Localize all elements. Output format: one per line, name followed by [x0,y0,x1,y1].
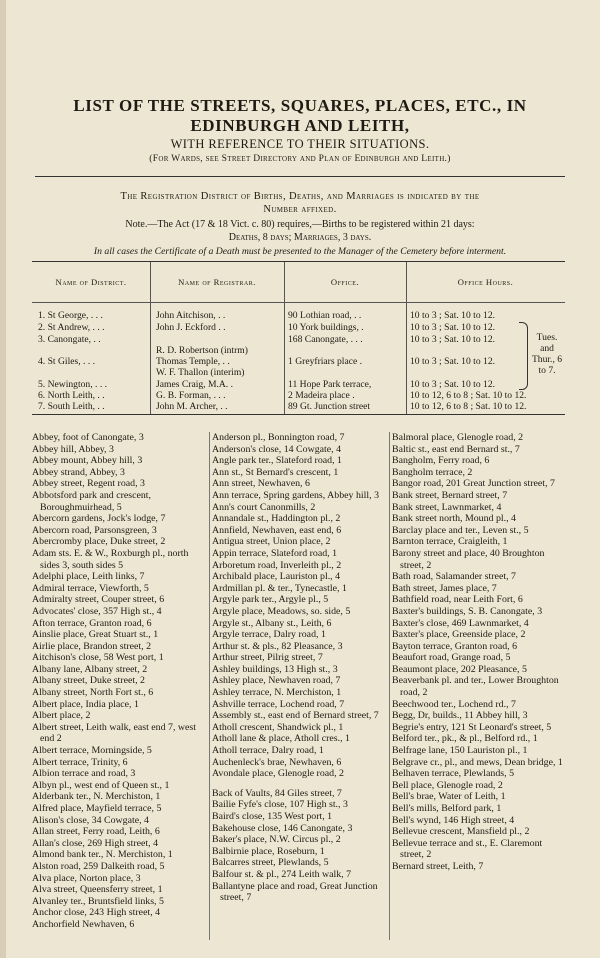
street-entry: Balbirnie place, Roseburn, 1 [212,845,325,857]
street-entry: Albany street, North Fort st., 6 [32,687,154,699]
street-entry: Ashville terrace, Lochend road, 7 [212,698,345,710]
act-note-line-1: Note.—The Act (17 & 18 Vict. c. 80) requires,—Births to be registered within 21 days: [125,219,475,230]
row-hours: 10 to 3 ; Sat. 10 to 12. [410,334,496,345]
street-entry: Assembly st., east end of Bernard street, 7 [212,710,379,722]
street-entry: Bathfield road, near Leith Fort, 6 [392,594,523,606]
street-entry: Begrie's entry, 121 St Leonard's street, 5 [392,721,552,733]
street-entry: Bangor road, 201 Great Junction street, 7 [392,478,555,490]
street-entry: Balmoral place, Glenogle road, 2 [392,432,524,443]
street-entry: Beaufort road, Grange road, 5 [392,652,511,664]
registrar-table [32,261,565,415]
row-registrar: James Craig, M.A. . [156,379,234,390]
street-entry: Annfield, Newhaven, east end, 6 [212,524,342,536]
street-entry: Anderson's close, 14 Cowgate, 4 [212,443,342,455]
street-entry: Admiral terrace, Viewforth, 5 [32,582,149,594]
row-office: 1 Greyfriars place . [288,356,363,367]
street-entry: Ashley terrace, N. Merchiston, 1 [212,687,342,699]
street-entry: Barony street and place, 40 Broughton street, 2 [392,547,545,571]
street-entry: Anchor close, 243 High street, 4 [32,907,161,919]
street-entry: Bell's wynd, 146 High street, 4 [392,814,515,826]
street-entry: Ashley place, Newhaven road, 7 [212,675,341,687]
street-entry: Avondale place, Glenogle road, 2 [212,768,344,780]
registration-line-1: The Registration District of Births, Deaths, and Marriages is indicated by the [120,191,480,202]
certificate-note: In all cases the Certificate of a Death must be presented to the Manager of the Cemetery before interment. [93,246,507,257]
street-entry: Bell place, Glenogle road, 2 [392,779,503,791]
street-entry: Adelphi place, Leith links, 7 [32,571,145,583]
street-entry: Balcarres street, Plewlands, 5 [212,857,329,869]
street-entry: Barnton terrace, Craigleith, 1 [392,536,508,548]
street-entry: Alston road, 259 Dalkeith road, 5 [32,860,165,872]
street-entry: Albert terrace, Trinity, 6 [32,756,128,768]
street-entry: Anchorfield Newhaven, 6 [32,918,135,930]
divider [35,176,565,177]
header-office: Office. [330,277,360,287]
row-office: 89 Gt. Junction street [288,401,371,412]
column-separator [209,432,210,940]
street-entry: Archibald place, Lauriston pl., 4 [212,571,341,583]
street-entry: Bakehouse close, 146 Canongate, 3 [212,822,353,834]
row-registrar: John Aitchison, . . [156,310,226,321]
section-gap [212,780,390,788]
hours-bracket-note: Tues. and Thur., 6 to 7. [531,332,563,376]
street-entry: Bell's brae, Water of Leith, 1 [392,791,506,803]
street-entry: Argyle st., Albany st., Leith, 6 [212,617,332,629]
street-entry: Advocates' close, 357 High st., 4 [32,605,162,617]
street-entry: Abbotsford park and crescent, Boroughmuirhead, 5 [32,489,152,513]
row-district: 7. South Leith, . . [38,401,105,412]
page-edge-shadow [0,0,6,958]
row-district: 3. Canongate, . . [38,334,101,345]
street-entry: Abercorn road, Parsonsgreen, 3 [32,524,157,536]
act-note-line-2: Deaths, 8 days; Marriages, 3 days. [228,231,372,243]
reference-note: (For Wards, see Street Directory and Plan of Edinburgh and Leith.) [149,154,451,164]
street-entry: Abbey, foot of Canongate, 3 [32,432,144,443]
row-district: 5. Newington, . . . [38,379,108,390]
street-entry: Ann terrace, Spring gardens, Abbey hill, 3 [212,489,380,501]
street-entry: Argyle place, Meadows, so. side, 5 [212,605,351,617]
street-entry: Angle park ter., Slateford road, 1 [212,455,342,467]
row-registrar: Thomas Temple, . . [156,356,230,367]
street-entry: Bank street north, Mound pl., 4 [392,513,516,525]
street-entry: Allan street, Ferry road, Leith, 6 [32,826,160,838]
street-entry: Alvanley ter., Bruntsfield links, 5 [32,895,164,907]
street-entry: Afton terrace, Granton road, 6 [32,617,152,629]
street-entry: Abbey street, Regent road, 3 [32,478,145,490]
subtitle: WITH REFERENCE TO THEIR SITUATIONS. [170,137,430,151]
street-entry: Beaverbank pl. and ter., Lower Broughton road, 2 [392,675,559,699]
row-district: 4. St Giles, . . . [38,356,96,367]
street-column-2 [212,432,390,904]
street-entry: Argyle terrace, Dalry road, 1 [212,629,326,641]
street-entry: Alderbank ter., N. Merchiston, 1 [32,791,161,803]
street-entry: Ainslie place, Great Stuart st., 1 [32,629,159,641]
street-entry: Baxter's place, Greenside place, 2 [392,629,526,641]
street-entry: Abbey hill, Abbey, 3 [32,443,114,455]
row-registrar: John M. Archer, . . [156,401,228,412]
street-entry: Ardmillan pl. & ter., Tynecastle, 1 [212,582,347,594]
street-entry: Bank street, Bernard street, 7 [392,489,508,501]
hours-brace [519,322,528,390]
street-entry: Alfred place, Mayfield terrace, 5 [32,803,162,814]
row-registrar: R. D. Robertson (intrm) [156,345,248,356]
street-entry: Almond bank ter., N. Merchiston, 1 [32,849,173,861]
street-entry: Allan's close, 269 High street, 4 [32,837,159,849]
street-entry: Albert terrace, Morningside, 5 [32,745,152,757]
row-district: 6. North Leith, . . [38,390,105,401]
row-district: 1. St George, . . . [38,310,103,321]
street-entry: Baird's close, 135 West port, 1 [212,811,333,822]
street-entry: Annandale st., Haddington pl., 2 [212,513,341,525]
street-entry: Bayton terrace, Granton road, 6 [392,640,518,652]
act-note [32,219,568,244]
street-entry: Alva street, Queensferry street, 1 [32,884,163,896]
street-entry: Arboretum road, Inverleith pl., 2 [212,559,342,571]
street-entry: Albany lane, Albany street, 2 [32,663,148,675]
street-entry: Baker's place, N.W. Circus pl., 2 [212,834,341,846]
row-registrar: John J. Eckford . . [156,322,226,333]
title-line-2: EDINBURGH AND LEITH, [190,116,410,135]
street-column-1 [32,432,208,931]
street-entry: Ashley buildings, 13 High st., 3 [212,663,338,675]
street-entry: Beechwood ter., Lochend rd., 7 [392,698,516,710]
street-entry: Auchenleck's brae, Newhaven, 6 [212,756,342,768]
street-entry: Atholl crescent, Shandwick pl., 1 [212,721,344,733]
street-entry: Bank street, Lawnmarket, 4 [392,501,502,513]
row-hours: 10 to 3 ; Sat. 10 to 12. [410,379,496,390]
street-entry: Bangholm terrace, 2 [392,466,473,478]
street-entry: Albyn pl., west end of Queen st., 1 [32,779,170,791]
street-entry: Belgrave cr., pl., and mews, Dean bridge, 1 [392,756,563,768]
street-entry: Bernard street, Leith, 7 [392,860,484,872]
street-entry: Begg, Dr, builds., 11 Abbey hill, 3 [392,710,528,722]
street-entry: Ann street, Newhaven, 6 [212,478,310,490]
street-entry: Bellevue terrace and st., E. Claremont street, 2 [392,837,543,861]
row-hours: 10 to 3 ; Sat. 10 to 12. [410,322,496,333]
street-entry: Anderson pl., Bonnington road, 7 [212,432,345,443]
registration-line-2: Number affixed. [263,204,337,215]
row-registrar: G. B. Forman, . . . [156,390,226,401]
row-registrar-interim: W. F. Thallon (interim) [156,367,245,378]
row-office: 10 York buildings, . [288,322,364,333]
row-district: 2. St Andrew, . . . [38,322,105,333]
row-office: 90 Lothian road, . . [288,310,362,321]
row-office: 11 Hope Park terrace, [288,379,372,390]
street-entry: Aitchison's close, 58 West port, 1 [32,652,164,664]
street-entry: Appin terrace, Slateford road, 1 [212,547,338,559]
street-entry: Bailie Fyfe's close, 107 High st., 3 [212,799,348,811]
street-entry: Bellevue crescent, Mansfield pl., 2 [392,826,530,838]
street-entry: Beaumont place, 202 Pleasance, 5 [392,663,527,675]
street-entry: Belford ter., pk., & pl., Belford rd., 1 [392,733,538,745]
street-entry: Albert place, India place, 1 [32,698,139,710]
street-entry: Argyle park ter., Argyle pl., 5 [212,594,329,606]
header-district: Name of District. [55,277,127,287]
row-hours: 10 to 3 ; Sat. 10 to 12. [410,310,496,321]
street-entry: Belhaven terrace, Plewlands, 5 [392,768,515,780]
row-office: 2 Madeira place . [288,390,355,401]
row-hours: 10 to 12, 6 to 8 ; Sat. 10 to 12. [410,390,527,401]
street-entry: Ann's court Canonmills, 2 [212,501,316,513]
registration-note [32,190,568,216]
street-entry: Abercromby place, Duke street, 2 [32,536,166,548]
street-entry: Antigua street, Union place, 2 [212,536,331,548]
street-entry: Albany street, Duke street, 2 [32,675,145,687]
street-entry: Atholl lane & place, Atholl cres., 1 [212,733,350,745]
street-entry: Atholl terrace, Dalry road, 1 [212,745,324,757]
row-hours: 10 to 3 ; Sat. 10 to 12. [410,356,496,367]
street-entry: Balfour st. & pl., 274 Leith walk, 7 [212,868,352,880]
street-entry: Alva place, Norton place, 3 [32,872,141,884]
street-entry: Ballantyne place and road, Great Junction street, 7 [212,880,378,904]
street-entry: Bath road, Salamander street, 7 [392,571,516,583]
street-entry: Back of Vaults, 84 Giles street, 7 [212,787,342,799]
street-entry: Baxter's close, 469 Lawnmarket, 4 [392,617,529,629]
street-entry: Abercorn gardens, Jock's lodge, 7 [32,513,166,525]
row-hours: 10 to 12, 6 to 8 ; Sat. 10 to 12. [410,401,527,412]
street-entry: Abbey mount, Abbey hill, 3 [32,455,143,467]
header-rule [32,302,565,303]
street-entry: Admiralty street, Couper street, 6 [32,594,165,606]
header-registrar: Name of Registrar. [178,277,256,287]
street-entry: Barclay place and ter., Leven st., 5 [392,524,529,536]
street-entry: Ann st., St Bernard's crescent, 1 [212,466,339,478]
street-entry: Alison's close, 34 Cowgate, 4 [32,814,149,826]
street-entry: Baxter's buildings, S. B. Canongate, 3 [392,605,543,617]
title-line-1: LIST OF THE STREETS, SQUARES, PLACES, ETC., IN [73,96,527,115]
street-entry: Bangholm, Ferry road, 6 [392,455,490,467]
header-hours: Office Hours. [457,277,514,287]
street-entry: Albert place, 2 [32,710,91,722]
street-entry: Adam sts. E. & W., Roxburgh pl., north sides 3, south sides 5 [32,547,189,571]
street-entry: Arthur street, Pilrig street, 7 [212,652,323,664]
street-entry: Albion terrace and road, 3 [32,768,136,780]
street-entry: Baltic st., east end Bernard st., 7 [392,443,520,455]
street-entry: Airlie place, Brandon street, 2 [32,640,152,652]
street-column-3 [392,432,567,873]
street-entry: Bell's mills, Belford park, 1 [392,803,502,814]
row-office: 168 Canongate, . . . [288,334,363,345]
street-entry: Albert street, Leith walk, east end 7, west end 2 [32,721,196,745]
street-entry: Bath street, James place, 7 [392,582,497,594]
street-entry: Belfrage lane, 150 Lauriston pl., 1 [392,745,528,757]
street-entry: Abbey strand, Abbey, 3 [32,466,125,478]
street-entry: Arthur st. & pls., 82 Pleasance, 3 [212,640,343,652]
